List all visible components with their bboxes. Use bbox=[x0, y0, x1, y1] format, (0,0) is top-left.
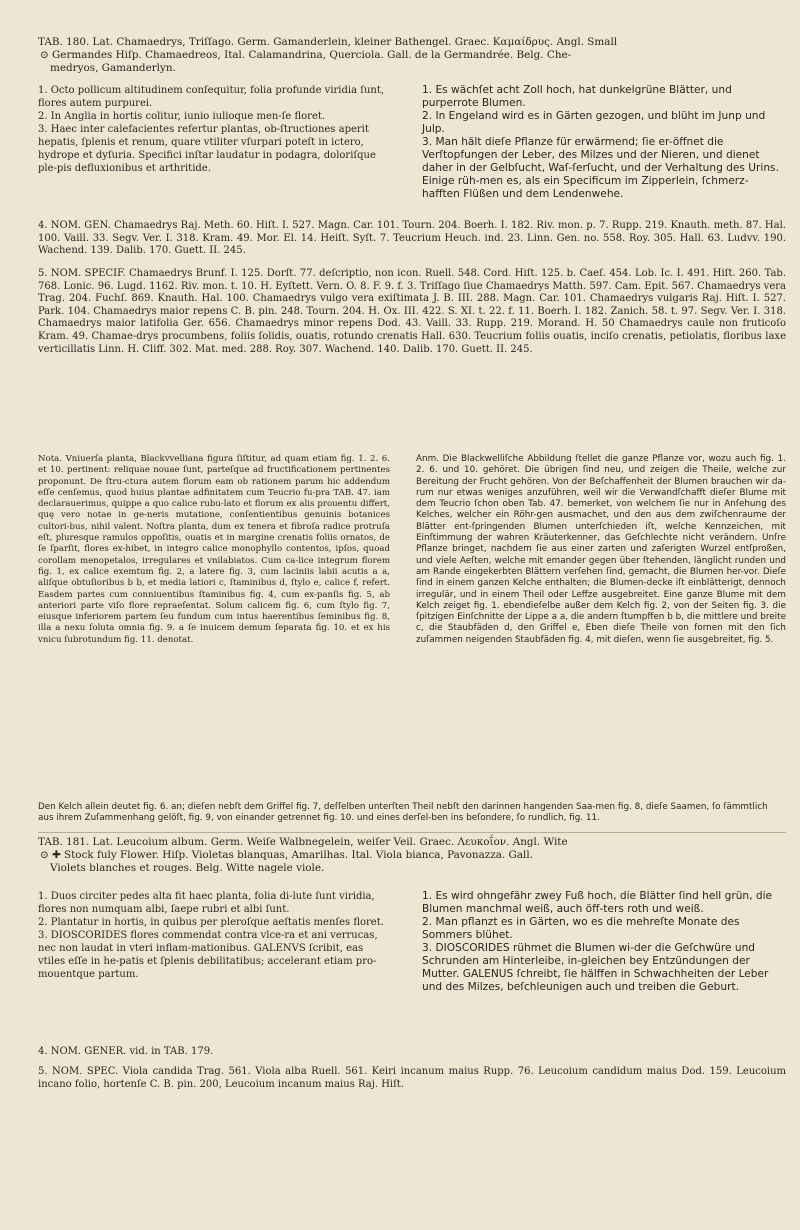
tab181-german-2: 2. Man pflanzt es in Gärten, wo es die mehreſte Monate des Sommers blühet. bbox=[422, 916, 740, 941]
tab180-german-2: 2. In Engeland wird es in Gärten gezogen, und blüht im Junp und Julp. bbox=[422, 110, 766, 135]
tab180-note-german: Anm. Die Blackwelliſche Abbildung ſtellet die ganze Pflanze vor, wozu auch fig. 1. 2. 6. und 10. gehöret. Die übrigen ſind neu, und zeigen die Theile, welche zur Bereitung der Frucht gehören. Von der Beſchaffenheit der Blumen brauchen wir da-rum nur etwas weniges anzuführen, weil wir die Verwandſchafft dieſer Blume mit dem Teucrio ſchon oben Tab. 47. bemerket, von welchem ſie nur in Anſehung des Kelches, welcher ein Röhr-gen ausmachet, und den aus dem zwiſchenraume der Blätter ent-ſpringenden Blumen unterſchieden iſt, welche Kennzeichen, mit Einſtimmung der wahren Kräuterkenner, das Geſchlechte nicht verändern. Unſre Pflanze bringet, nachdem ſie aus einer zarten und zaſerigten Wurzel entſproßen, und viele Aeſten, welche mit emander gegen über ſtehenden, länglicht runden und am Rande eingekerbten Blättern verſehen ſind, gemacht, die Blumen her-vor. Dieſe ſind in einem ganzen Kelche enthalten; die Blumen-decke iſt einblätterigt, dennoch irregulär, und in einem Theil oder Leffze ausgebreitet. Eine ganze Blume mit dem Kelch zeiget fig. 1. ebendieſelbe außer dem Kelch fig. 2, von der Seiten fig. 3. die ſpitzigen Einſchnitte der Lippe a a, die andern ſtumpffen b b, die mittlere und breite c, die Staubfäden d, den Griffel e, Eben dieſe Theile von fornen mit den ſich zuſammen neigenden Staubfäden fig. 4, mit dieſen, wenn ſie ausgebreitet, fig. 5. bbox=[416, 454, 786, 645]
section-divider bbox=[38, 832, 786, 833]
tab180-header bbox=[38, 36, 786, 75]
tab181-german-3: 3. DIOSCORIDES rühmet die Blumen wi-der die Geſchwüre und Schrunden am Hinterleibe, in-gleichen bey Entzündungen der Mutter. GALENUS ſchreibt, ſie hälffen in Schwachheiten der Leber und des Milzes, beſchleunigen auch und treiben die Geburt. bbox=[422, 942, 769, 993]
tab181-german-column bbox=[422, 890, 786, 994]
tab181-latin-2: 2. Plantatur in hortis, in quibus per pleroſque aeſtatis menſes floret. bbox=[38, 917, 384, 928]
tab180-latin-1: 1. Octo pollicum altitudinem conſequitur, folia profunde viridia ſunt, flores autem purpurei. bbox=[38, 85, 385, 109]
tab180-note-tail: Den Kelch allein deutet fig. 6. an; dieſen nebſt dem Griffel fig. 7, deſſelben unterſten Theil nebſt den darinnen hangenden Saa-men fig. 8, dieſe Saamen, ſo ſämmtlich aus ihrem Zuſammenhang gelöſt, fig. 9, von einander getrennet fig. 10. und eines derſel-ben ins beſondere, ſo rundlich, fig. 11. bbox=[38, 802, 768, 824]
tab180-header-line-1: TAB. 180. Lat. Chamaedrys, Triſſago. Germ. Gamanderlein, kleiner Bathengel. Graec. Καμαίδρυς. Angl. Small bbox=[38, 36, 618, 48]
tab180-german-column bbox=[422, 84, 786, 201]
tab181-latin-1: 1. Duos circiter pedes alta fit haec planta, folia di-lute ſunt viridia, flores non numquam albi, ſaepe rubri et albi ſunt. bbox=[38, 891, 375, 915]
tab181-german-1: 1. Es wird ohngefähr zwey Fuß hoch, die Blätter ſind hell grün, die Blumen manchmal weiß, auch öff-ters roth und weiß. bbox=[422, 890, 773, 915]
tab180-header-line-3: medryos, Gamanderlyn. bbox=[50, 62, 176, 74]
tab181-nom-spec: 5. NOM. SPEC. Viola candida Trag. 561. Viola alba Ruell. 561. Keiri incanum maius Rupp. 76. Leucoium candidum maius Dod. 159. Leucoium incano folio, hortenſe C. B. pin. 200, Leucoium incanum maius Raj. Hiſt. bbox=[38, 1066, 786, 1090]
tab181-body bbox=[38, 890, 786, 994]
tab181-header-line-2: ⊙ ✚ Stock fuly Flower. Hiſp. Violetas blanquas, Amarilhas. Ital. Viola bianca, Pavonazza. Gall. bbox=[40, 849, 534, 861]
tab180-latin-column bbox=[38, 84, 390, 201]
tab180-nom-spec: 5. NOM. SPECIF. Chamaedrys Brunf. I. 125. Dorſt. 77. deſcriptio, non icon. Ruell. 548. Cord. Hiſt. 125. b. Caeſ. 454. Lob. Ic. I. 491. Hiſt. 260. Tab. 768. Lonic. 96. Lugd. 1162. Riv. mon. t. 10. H. Eyſtett. Vern. O. 8. F. 9. f. 3. Triſſago ſiue Chamaedrys Matth. 597. Cam. Epit. 567. Chamaedrys vera Trag. 204. Fuchſ. 869. Knauth. Hal. 100. Chamaedrys vulgo vera exiſtimata J. B. III. 288. Magn. Car. 101. Chamaedrys vulgaris Raj. Hiſt. I. 527. Park. 104. Chamaedrys maior repens C. B. pin. 248. Tourn. 204. H. Ox. III. 422. S. XI. t. 22. f. 11. Boerh. I. 182. Zanich. 58. t. 97. Segv. Ver. I. 318. Chamaedrys maior latifolia Ger. 656. Chamaedrys minor repens Dod. 43. Vaill. 33. Rupp. 219. Morand. H. 50 Chamaedrys caule non fruticoſo Kram. 49. Chamae-drys procumbens, foliis ſolidis, ouatis, rotundo crenatis Hall. 630. Teucrium foliis ouatis, inciſo crenatis, petiolatis, floribus laxe verticillatis Linn. H. Cliff. 302. Mat. med. 288. Roy. 307. Wachend. 140. Dalib. 170. Guett. II. 245. bbox=[38, 268, 786, 355]
tab180-german-3: 3. Man hält dieſe Pflanze für erwärmend; ſie er-öffnet die Verſtopfungen der Leber, des Milzes und der Nieren, und dienet daher in der Gelbſucht, Waſ-ſerſucht, und der Verhaltung des Urins. Einige rüh-men es, als ein Specificum im Zipperlein, ſchmerz-hafften Flüßen und dem Lendenwehe. bbox=[422, 136, 779, 200]
tab180-nom-gen: 4. NOM. GEN. Chamaedrys Raj. Meth. 60. Hiſt. I. 527. Magn. Car. 101. Tourn. 204. Boerh. I. 182. Riv. mon. p. 7. Rupp. 219. Knauth. meth. 87. Hal. 100. Vaill. 33. Segv. Ver. I. 318. Kram. 49. Mor. El. 14. Heiſt. Syſt. 7. Teucrium Heuch. ind. 23. Linn. Gen. no. 558. Roy. 305. Hall. 63. Ludvv. 190. Wachend. 139. Dalib. 170. Guett. II. 245. bbox=[38, 220, 786, 257]
tab180-latin-3: 3. Haec inter calefacientes refertur plantas, ob-ſtructiones aperit hepatis, ſplenis et renum, quare vtiliter vſurpari poteſt in ictero, hydrope et dyſuria. Specifici inſtar laudatur in podagra, doloriſque ple-pis defluxionibus et arthritide. bbox=[38, 124, 376, 174]
tab181-latin-3: 3. DIOSCORIDES flores commendat contra vlce-ra et ani verrucas, nec non laudat in vteri inflam-mationibus. GALENVS ſcribit, eas vtiles eſſe in he-patis et ſplenis debilitatibus; accelerant etiam pro-mouentque partum. bbox=[38, 930, 378, 980]
tab181-header bbox=[38, 836, 786, 875]
tab181-nom-gen: 4. NOM. GENER. vid. in TAB. 179. bbox=[38, 1046, 214, 1057]
tab180-body bbox=[38, 84, 786, 201]
tab181-header-line-1: TAB. 181. Lat. Leucoium album. Germ. Weiſe Walbnegelein, weiſer Veil. Graec. Λευκοΐον. Angl. Wite bbox=[38, 836, 568, 848]
tab181-latin-column bbox=[38, 890, 390, 994]
tab180-header-line-2: ⊙ Germandes Hiſp. Chamaedreos, Ital. Calamandrina, Querciola. Gall. de la Germandrée. Belg. Che- bbox=[40, 49, 572, 61]
tab180-german-1: 1. Es wächſet acht Zoll hoch, hat dunkelgrüne Blätter, und purperrote Blumen. bbox=[422, 84, 732, 109]
tab180-notes bbox=[38, 454, 786, 646]
tab180-latin-2: 2. In Anglia in hortis colitur, iunio iulioque men-ſe floret. bbox=[38, 111, 326, 122]
tab180-note-latin: Nota. Vniuerſa planta, Blackvvelliana figura ſiſtitur, ad quam etiam fig. 1. 2. 6. et 10. pertinent: reliquae nouae ſunt, parteſque ad fructificationem pertinentes proponunt. De ſtru-ctura autem florum eam ob rationem parum hic addendum eſſe cenſemus, quod huius plantae adfinitatem cum Teucrio fu-pra TAB. 47. iam declarauerimus, quippe a quo calice rubu-lato et florum ex alis prouentu differt, quę vero notae in ge-neris mutatione, conſentientibus genuinis botanices cultori-bus, nihil valent. Noſtra planta, dum ex tenera et fibroſa radice protruſa eſt, pluresque ramulos oppoſitis, ouatis et in margine crenatis foliis ornatos, de ſe ſparſit, flores ex-hibet, in integro calice monophyllo contentos, ipſos, quoad corollam menopetalos, irregulares et vnilabiatos. Cum ca-lice integrum florem fig. 1, ex calice exemtum fig. 2, a latere fig. 3, cum laciniis labii acutis a a, aliſque obtuſioribus b b, et media latiori c, ſtaminibus d, ſtylo e, calice f, refert. Easdem partes cum conniuentibus ſtaminibus fig. 4, cum ex-panſis fig. 5, ab anteriori parte viſo flore repraeſentat. Solum calicem fig. 6, cum ſtylo fig. 7, eiusque inferiorem partem ſeu fundum cum intus haerentibus ſeminibus fig. 8, illa a nexu ſoluta omnia fig. 9. a ſe inuicem demum ſeparata fig. 10. et ex his vnicu ſubrotundum fig. 11. denotat. bbox=[38, 454, 390, 645]
tab181-header-line-3: Violets blanches et rouges. Belg. Witte nagele viole. bbox=[50, 862, 325, 874]
